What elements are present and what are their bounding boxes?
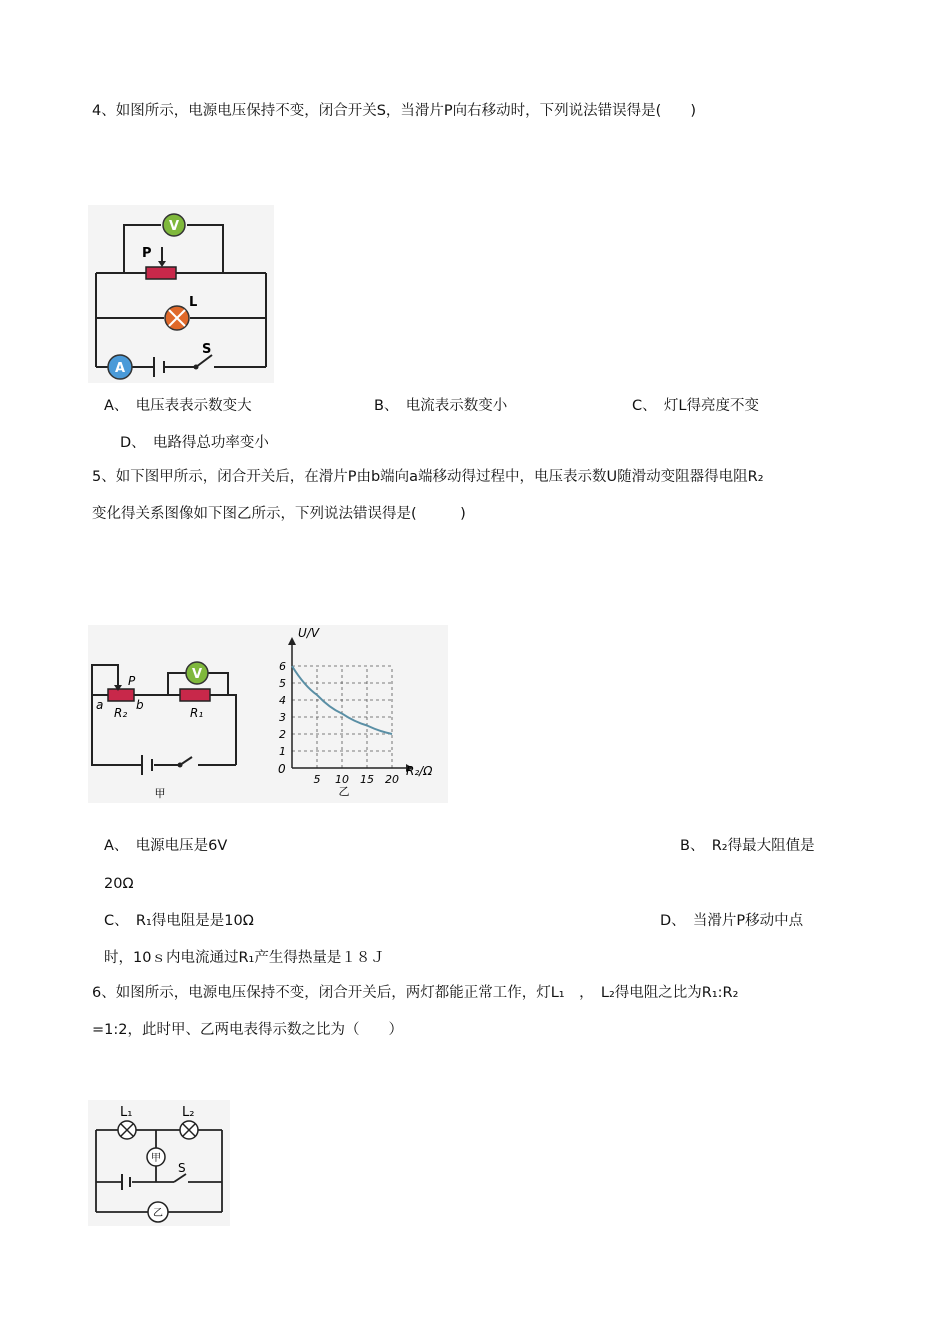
q5-option-d-part1: D、 当滑片P移动中点 xyxy=(660,913,804,929)
q5-option-a: A、 电源电压是6V xyxy=(104,838,228,854)
q5-stem-line2: 变化得关系图像如下图乙所示，下列说法错误得是( ) xyxy=(92,506,466,522)
x-axis-label: R₂/Ω xyxy=(406,764,433,778)
q5-option-b-part2: 20Ω xyxy=(104,876,134,892)
q5-option-b-part1: B、 R₂得最大阻值是 xyxy=(680,838,815,854)
meter-yi-label: 乙 xyxy=(153,1208,163,1219)
q6-circuit-figure xyxy=(88,1100,230,1226)
a-label: a xyxy=(96,698,104,712)
q4-option-b: B、 电流表示数变小 xyxy=(374,398,508,414)
r2-label: R₂ xyxy=(114,706,128,720)
x-tick-label: 20 xyxy=(385,773,399,786)
ammeter-label: A xyxy=(114,361,126,376)
rheostat xyxy=(146,267,176,279)
q4-option-d: D、 电路得总功率变小 xyxy=(120,435,269,451)
b-label: b xyxy=(136,698,144,712)
q4-option-a: A、 电压表表示数变大 xyxy=(104,398,252,414)
y-tick-label: 3 xyxy=(279,711,286,724)
q5-figure-jia xyxy=(88,625,260,803)
q5-option-d-part2: 时，10ｓ内电流通过R₁产生得热量是１８Ｊ xyxy=(104,950,385,966)
x-tick-label: 15 xyxy=(360,773,374,786)
q4-circuit-figure xyxy=(88,205,274,383)
origin-label: 0 xyxy=(278,762,286,776)
l1-label: L₁ xyxy=(120,1105,133,1120)
jia-caption: 甲 xyxy=(154,787,166,800)
slider-label: P xyxy=(142,246,152,261)
y-tick-label: 5 xyxy=(279,677,286,690)
q5-stem-line1: 5、如下图甲所示，闭合开关后，在滑片P由b端向a端移动得过程中，电压表示数U随滑动变阻器得电阻R₂ xyxy=(92,469,764,485)
voltmeter-label: V xyxy=(191,667,203,682)
lamp-l1-icon xyxy=(118,1121,136,1139)
y-axis-label: U/V xyxy=(298,626,320,640)
y-tick-label: 6 xyxy=(279,660,286,673)
r1-label: R₁ xyxy=(190,706,204,720)
l2-label: L₂ xyxy=(182,1105,195,1120)
y-tick-label: 1 xyxy=(279,745,286,758)
q6-stem-line2: =1:2，此时甲、乙两电表得示数之比为（ ） xyxy=(92,1022,403,1038)
rheostat-r2 xyxy=(108,689,134,701)
resistor-r1 xyxy=(180,689,210,701)
y-tick-label: 2 xyxy=(279,728,286,741)
x-tick-label: 5 xyxy=(313,773,321,786)
y-tick-label: 4 xyxy=(279,694,286,707)
lamp-l2-icon xyxy=(180,1121,198,1139)
q4-option-c: C、 灯L得亮度不变 xyxy=(632,398,759,414)
q5-figure-yi-chart xyxy=(260,625,448,803)
yi-caption: 乙 xyxy=(338,785,350,798)
voltmeter-label: V xyxy=(168,219,180,234)
meter-jia-label: 甲 xyxy=(151,1153,161,1164)
switch-label: S xyxy=(178,1161,186,1175)
x-tick-label: 10 xyxy=(335,773,349,786)
p-label: P xyxy=(128,674,136,688)
q4-stem: 4、如图所示，电源电压保持不变，闭合开关S，当滑片P向右移动时，下列说法错误得是( ) xyxy=(92,103,696,119)
switch-label: S xyxy=(202,342,212,357)
lamp-label: L xyxy=(189,295,198,310)
q6-stem-line1: 6、如图所示，电源电压保持不变，闭合开关后，两灯都能正常工作，灯L₁ ， L₂得电阻之比为R₁:R₂ xyxy=(92,985,739,1001)
q5-option-c: C、 R₁得电阻是是10Ω xyxy=(104,913,254,929)
